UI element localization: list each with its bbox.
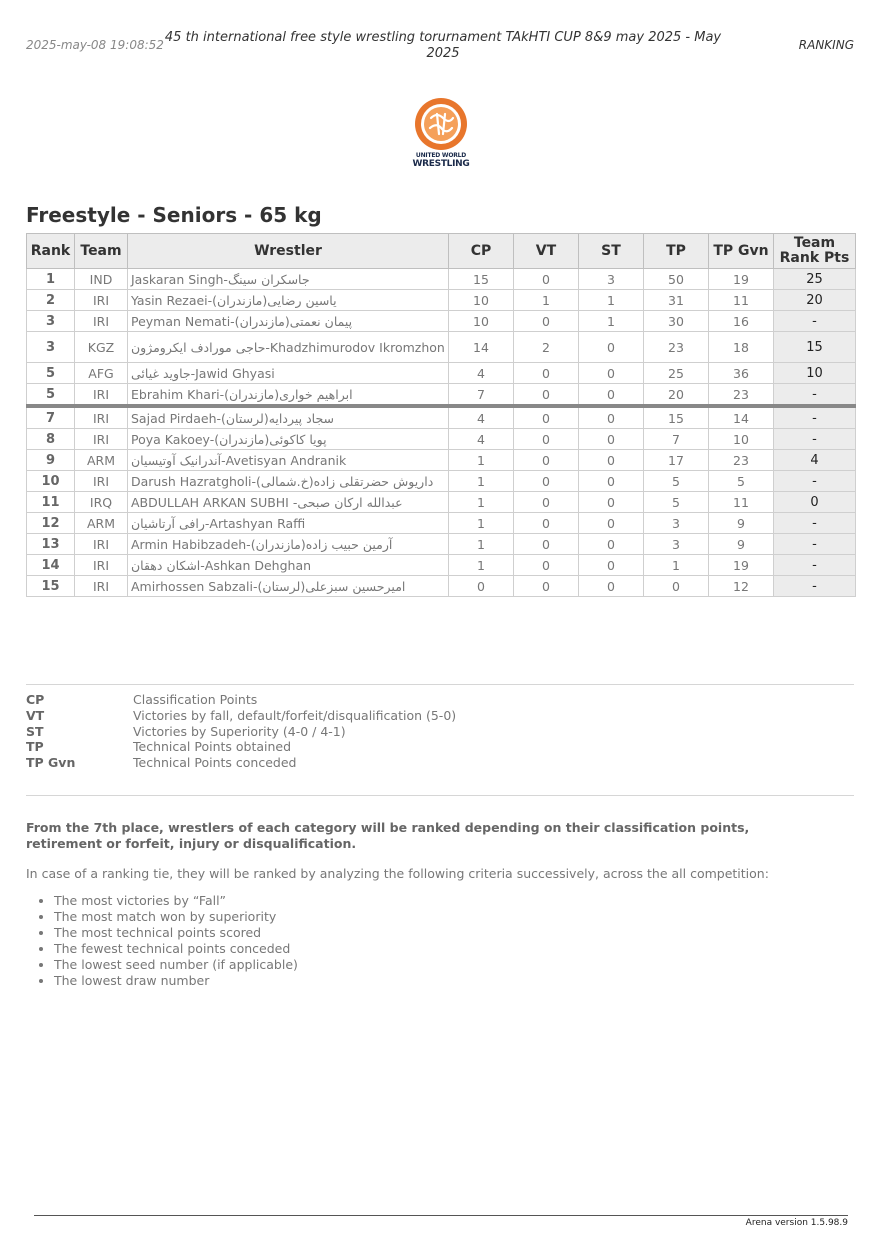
vt-cell: 2 bbox=[514, 332, 579, 363]
tp-gvn-cell: 10 bbox=[709, 429, 774, 450]
list-item: • The lowest draw number bbox=[54, 973, 298, 989]
col-header-team: Team bbox=[75, 234, 128, 269]
tp-gvn-cell: 9 bbox=[709, 513, 774, 534]
footer-divider bbox=[34, 1215, 848, 1216]
rank-cell: 5 bbox=[27, 384, 75, 407]
team-cell: IRI bbox=[75, 534, 128, 555]
rank-cell: 15 bbox=[27, 576, 75, 597]
wrestler-cell: ABDULLAH ARKAN SUBHI -عبدالله ارکان صبحی bbox=[128, 492, 449, 513]
st-cell: 0 bbox=[579, 513, 644, 534]
list-item: • The most match won by superiority bbox=[54, 909, 298, 925]
wrestler-cell: اشکان دهقان-Ashkan Dehghan bbox=[128, 555, 449, 576]
team-cell: KGZ bbox=[75, 332, 128, 363]
vt-cell: 0 bbox=[514, 513, 579, 534]
wrestler-cell: رافی آرتاشیان-Artashyan Raffi bbox=[128, 513, 449, 534]
vt-cell: 0 bbox=[514, 384, 579, 407]
st-cell: 0 bbox=[579, 363, 644, 384]
cp-cell: 4 bbox=[449, 363, 514, 384]
tp-gvn-cell: 16 bbox=[709, 311, 774, 332]
arena-version: Arena version 1.5.98.9 bbox=[745, 1218, 848, 1228]
st-cell: 0 bbox=[579, 406, 644, 429]
cp-cell: 1 bbox=[449, 534, 514, 555]
rank-cell: 3 bbox=[27, 311, 75, 332]
col-header-st: ST bbox=[579, 234, 644, 269]
wrestler-cell: Yasin Rezaei-(مازندران)یاسین رضایی bbox=[128, 290, 449, 311]
col-header-team-rank-pts: Team Rank Pts bbox=[774, 234, 856, 269]
list-item: • The most technical points scored bbox=[54, 925, 298, 941]
category-title: Freestyle - Seniors - 65 kg bbox=[26, 203, 322, 227]
team-cell: IRI bbox=[75, 290, 128, 311]
team-cell: IRI bbox=[75, 471, 128, 492]
wrestler-cell: حاجی مورادف ایکرومژون-Khadzhimurodov Ikromzhon bbox=[128, 332, 449, 363]
report-type: RANKING bbox=[798, 38, 854, 52]
wrestler-cell: Amirhossen Sabzali-(لرستان)امیرحسین سبزعلی bbox=[128, 576, 449, 597]
table-row bbox=[27, 290, 856, 311]
legend-item: VT Victories by fall, default/forfeit/disqualification (5-0) bbox=[26, 707, 457, 723]
tp-cell: 23 bbox=[644, 332, 709, 363]
cp-cell: 14 bbox=[449, 332, 514, 363]
divider bbox=[26, 684, 854, 685]
team-rank-pts-cell: 20 bbox=[774, 290, 856, 311]
vt-cell: 0 bbox=[514, 492, 579, 513]
col-header-tp-gvn: TP Gvn bbox=[709, 234, 774, 269]
cp-cell: 1 bbox=[449, 492, 514, 513]
team-rank-pts-cell: 15 bbox=[774, 332, 856, 363]
st-cell: 0 bbox=[579, 576, 644, 597]
table-row bbox=[27, 534, 856, 555]
st-cell: 1 bbox=[579, 311, 644, 332]
tp-gvn-cell: 23 bbox=[709, 384, 774, 407]
legend-item: CP Classification Points bbox=[26, 692, 258, 707]
print-datetime: 2025-may-08 19:08:52 bbox=[26, 38, 164, 52]
col-header-wrestler: Wrestler bbox=[128, 234, 449, 269]
table-row bbox=[27, 429, 856, 450]
rank-cell: 14 bbox=[27, 555, 75, 576]
col-header-tp: TP bbox=[644, 234, 709, 269]
team-cell: IRI bbox=[75, 555, 128, 576]
wrestler-cell: Peyman Nemati-(مازندران)پیمان نعمتی bbox=[128, 311, 449, 332]
tp-cell: 3 bbox=[644, 513, 709, 534]
cp-cell: 1 bbox=[449, 471, 514, 492]
vt-cell: 0 bbox=[514, 311, 579, 332]
team-rank-pts-cell: 10 bbox=[774, 363, 856, 384]
table-row bbox=[27, 471, 856, 492]
rank-cell: 12 bbox=[27, 513, 75, 534]
tp-cell: 7 bbox=[644, 429, 709, 450]
vt-cell: 0 bbox=[514, 450, 579, 471]
rank-cell: 11 bbox=[27, 492, 75, 513]
rank-cell: 9 bbox=[27, 450, 75, 471]
st-cell: 0 bbox=[579, 450, 644, 471]
tp-gvn-cell: 14 bbox=[709, 406, 774, 429]
team-rank-pts-cell: - bbox=[774, 576, 856, 597]
table-header-row bbox=[27, 234, 856, 269]
col-header-cp: CP bbox=[449, 234, 514, 269]
divider bbox=[26, 795, 854, 796]
tp-cell: 17 bbox=[644, 450, 709, 471]
st-cell: 0 bbox=[579, 492, 644, 513]
cp-cell: 1 bbox=[449, 513, 514, 534]
table-row bbox=[27, 492, 856, 513]
vt-cell: 0 bbox=[514, 406, 579, 429]
table-row bbox=[27, 384, 856, 407]
st-cell: 0 bbox=[579, 534, 644, 555]
logo-text-top: UNITED WORLD bbox=[415, 152, 467, 159]
team-cell: IRI bbox=[75, 406, 128, 429]
cp-cell: 15 bbox=[449, 269, 514, 290]
team-rank-pts-cell: - bbox=[774, 384, 856, 407]
team-rank-pts-cell: - bbox=[774, 311, 856, 332]
wrestler-cell: Poya Kakoey-(مازندران)پویا کاکوئی bbox=[128, 429, 449, 450]
cp-cell: 4 bbox=[449, 429, 514, 450]
legend-item: ST Victories by Superiority (4-0 / 4-1) bbox=[26, 723, 346, 739]
cp-cell: 10 bbox=[449, 311, 514, 332]
tp-gvn-cell: 36 bbox=[709, 363, 774, 384]
tp-gvn-cell: 11 bbox=[709, 492, 774, 513]
vt-cell: 0 bbox=[514, 576, 579, 597]
tp-gvn-cell: 19 bbox=[709, 555, 774, 576]
tp-cell: 31 bbox=[644, 290, 709, 311]
table-row bbox=[27, 555, 856, 576]
logo-text-main: WRESTLING bbox=[412, 159, 470, 169]
team-cell: AFG bbox=[75, 363, 128, 384]
cp-cell: 7 bbox=[449, 384, 514, 407]
table-row bbox=[27, 450, 856, 471]
team-rank-pts-cell: 4 bbox=[774, 450, 856, 471]
legend-item: TP Technical Points obtained bbox=[26, 739, 292, 755]
tp-cell: 15 bbox=[644, 406, 709, 429]
ranking-rule-note: From the 7th place, wrestlers of each category will be ranked depending on their classification points, retirement or forfeit, injury or disqualification. bbox=[26, 820, 750, 851]
tp-gvn-cell: 11 bbox=[709, 290, 774, 311]
list-item: • The most victories by “Fall” bbox=[54, 893, 298, 909]
list-item: • The fewest technical points conceded bbox=[54, 941, 298, 957]
rank-cell: 7 bbox=[27, 406, 75, 429]
tp-cell: 20 bbox=[644, 384, 709, 407]
cp-cell: 1 bbox=[449, 555, 514, 576]
uww-logo bbox=[407, 96, 475, 176]
st-cell: 0 bbox=[579, 384, 644, 407]
st-cell: 1 bbox=[579, 290, 644, 311]
cp-cell: 1 bbox=[449, 450, 514, 471]
tournament-title: 45 th international free style wrestling torurnament TAkHTI CUP 8&9 may 2025 - May 2025 bbox=[164, 30, 722, 61]
cp-cell: 10 bbox=[449, 290, 514, 311]
wrestler-cell: Ebrahim Khari-(مازندران)ابراهیم خواری bbox=[128, 384, 449, 407]
wrestler-cell: جاوید غیائی-Jawid Ghyasi bbox=[128, 363, 449, 384]
cp-cell: 0 bbox=[449, 576, 514, 597]
table-row bbox=[27, 332, 856, 363]
list-item: • The lowest seed number (if applicable) bbox=[54, 957, 298, 973]
tie-break-intro: In case of a ranking tie, they will be ranked by analyzing the following criteria successively, across the all competition: bbox=[26, 866, 769, 881]
team-rank-pts-cell: - bbox=[774, 555, 856, 576]
team-cell: IND bbox=[75, 269, 128, 290]
team-cell: IRI bbox=[75, 576, 128, 597]
wrestler-cell: Darush Hazratgholi-(خ.شمالی)داریوش حضرتقلی زاده bbox=[128, 471, 449, 492]
tie-break-criteria bbox=[26, 893, 298, 989]
vt-cell: 0 bbox=[514, 471, 579, 492]
team-rank-pts-cell: - bbox=[774, 513, 856, 534]
wrestler-cell: Jaskaran Singh-جاسکران سینگ bbox=[128, 269, 449, 290]
col-header-vt: VT bbox=[514, 234, 579, 269]
vt-cell: 1 bbox=[514, 290, 579, 311]
vt-cell: 0 bbox=[514, 269, 579, 290]
tp-cell: 50 bbox=[644, 269, 709, 290]
tp-gvn-cell: 23 bbox=[709, 450, 774, 471]
tp-cell: 1 bbox=[644, 555, 709, 576]
tp-cell: 0 bbox=[644, 576, 709, 597]
tp-cell: 5 bbox=[644, 492, 709, 513]
legend bbox=[26, 692, 456, 771]
rank-cell: 1 bbox=[27, 269, 75, 290]
tp-cell: 25 bbox=[644, 363, 709, 384]
team-rank-pts-cell: 25 bbox=[774, 269, 856, 290]
rank-cell: 8 bbox=[27, 429, 75, 450]
team-cell: IRI bbox=[75, 311, 128, 332]
team-rank-pts-cell: 0 bbox=[774, 492, 856, 513]
vt-cell: 0 bbox=[514, 555, 579, 576]
rank-cell: 2 bbox=[27, 290, 75, 311]
tp-gvn-cell: 18 bbox=[709, 332, 774, 363]
rank-cell: 3 bbox=[27, 332, 75, 363]
table-row bbox=[27, 311, 856, 332]
team-rank-pts-cell: - bbox=[774, 406, 856, 429]
cp-cell: 4 bbox=[449, 406, 514, 429]
team-cell: ARM bbox=[75, 513, 128, 534]
team-cell: IRI bbox=[75, 429, 128, 450]
tp-cell: 3 bbox=[644, 534, 709, 555]
table-row bbox=[27, 513, 856, 534]
st-cell: 0 bbox=[579, 429, 644, 450]
team-rank-pts-cell: - bbox=[774, 471, 856, 492]
table-row bbox=[27, 576, 856, 597]
team-cell: IRQ bbox=[75, 492, 128, 513]
table-row bbox=[27, 269, 856, 290]
tp-gvn-cell: 5 bbox=[709, 471, 774, 492]
team-cell: IRI bbox=[75, 384, 128, 407]
wrestler-cell: Armin Habibzadeh-(مازندران)آرمین حبیب زاده bbox=[128, 534, 449, 555]
tp-cell: 30 bbox=[644, 311, 709, 332]
wrestling-emblem-icon bbox=[407, 96, 475, 152]
tp-gvn-cell: 9 bbox=[709, 534, 774, 555]
tp-gvn-cell: 12 bbox=[709, 576, 774, 597]
wrestler-cell: Sajad Pirdaeh-(لرستان)سجاد پیردایه bbox=[128, 406, 449, 429]
wrestler-cell: آندرانیک آوتیسیان-Avetisyan Andranik bbox=[128, 450, 449, 471]
table-row bbox=[27, 406, 856, 429]
st-cell: 0 bbox=[579, 332, 644, 363]
st-cell: 0 bbox=[579, 471, 644, 492]
team-rank-pts-cell: - bbox=[774, 429, 856, 450]
rank-cell: 5 bbox=[27, 363, 75, 384]
tp-cell: 5 bbox=[644, 471, 709, 492]
vt-cell: 0 bbox=[514, 534, 579, 555]
team-cell: ARM bbox=[75, 450, 128, 471]
col-header-rank: Rank bbox=[27, 234, 75, 269]
tp-gvn-cell: 19 bbox=[709, 269, 774, 290]
legend-item: TP Gvn Technical Points conceded bbox=[26, 755, 297, 771]
team-rank-pts-cell: - bbox=[774, 534, 856, 555]
ranking-table bbox=[26, 233, 856, 597]
rank-cell: 10 bbox=[27, 471, 75, 492]
st-cell: 3 bbox=[579, 269, 644, 290]
vt-cell: 0 bbox=[514, 429, 579, 450]
st-cell: 0 bbox=[579, 555, 644, 576]
table-row bbox=[27, 363, 856, 384]
vt-cell: 0 bbox=[514, 363, 579, 384]
rank-cell: 13 bbox=[27, 534, 75, 555]
